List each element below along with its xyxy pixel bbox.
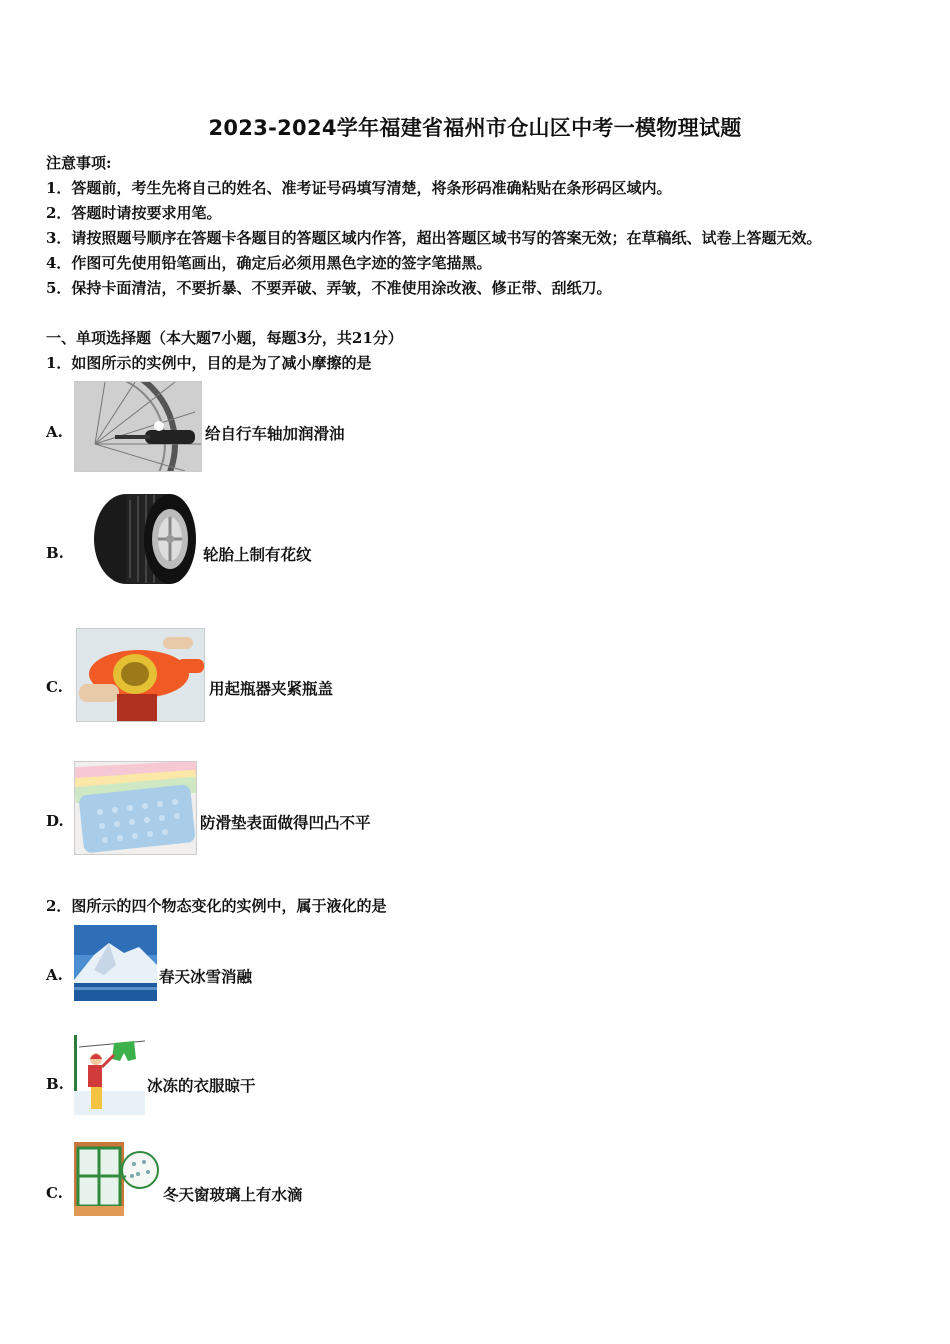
notice-item: 1．答题前，考生先将自己的姓名、准考证号码填写清楚，将条形码准确粘贴在条形码区域内。: [46, 179, 672, 197]
option-text: 冰冻的衣服晾干: [147, 1076, 256, 1095]
option-text: 轮胎上制有花纹: [203, 545, 312, 564]
option-letter: C.: [46, 678, 63, 696]
bottle-opener-image: [76, 628, 205, 722]
section-heading: 一、单项选择题（本大题7小题，每题3分，共21分）: [46, 329, 403, 347]
page-title: 2023-2024学年福建省福州市仓山区中考一模物理试题: [208, 116, 742, 140]
option-letter: A.: [46, 423, 63, 441]
question-stem: 2．图所示的四个物态变化的实例中，属于液化的是: [46, 897, 387, 915]
option-text: 给自行车轴加润滑油: [205, 424, 345, 443]
notice-item: 2．答题时请按要求用笔。: [46, 204, 222, 222]
option-text: 春天冰雪消融: [159, 967, 253, 986]
option-letter: C.: [46, 1184, 63, 1202]
option-text: 用起瓶器夹紧瓶盖: [209, 679, 334, 698]
question-stem: 1．如图所示的实例中，目的是为了减小摩擦的是: [46, 354, 372, 372]
option-text: 冬天窗玻璃上有水滴: [163, 1185, 303, 1204]
frozen-clothes-image: [74, 1035, 145, 1115]
notice-item: 3．请按照题号顺序在答题卡各题目的答题区域内作答，超出答题区域书写的答案无效；在草稿纸、试卷上答题无效。: [46, 229, 822, 247]
anti-slip-mat-image: [74, 761, 197, 855]
option-letter: B.: [46, 1075, 64, 1093]
option-letter: B.: [46, 544, 64, 562]
option-text: 防滑垫表面做得凹凸不平: [200, 813, 371, 832]
window-water-drops-image: [74, 1142, 160, 1216]
option-letter: A.: [46, 966, 63, 984]
notice-item: 4．作图可先使用铅笔画出，确定后必须用黑色字迹的签字笔描黑。: [46, 254, 492, 272]
bicycle-oil-image: [74, 381, 202, 472]
tire-image: [74, 492, 198, 586]
notice-heading: 注意事项:: [46, 154, 112, 172]
notice-item: 5．保持卡面清洁，不要折暴、不要弄破、弄皱，不准使用涂改液、修正带、刮纸刀。: [46, 279, 612, 297]
snow-mountain-image: [74, 925, 157, 1001]
option-letter: D.: [46, 812, 64, 830]
